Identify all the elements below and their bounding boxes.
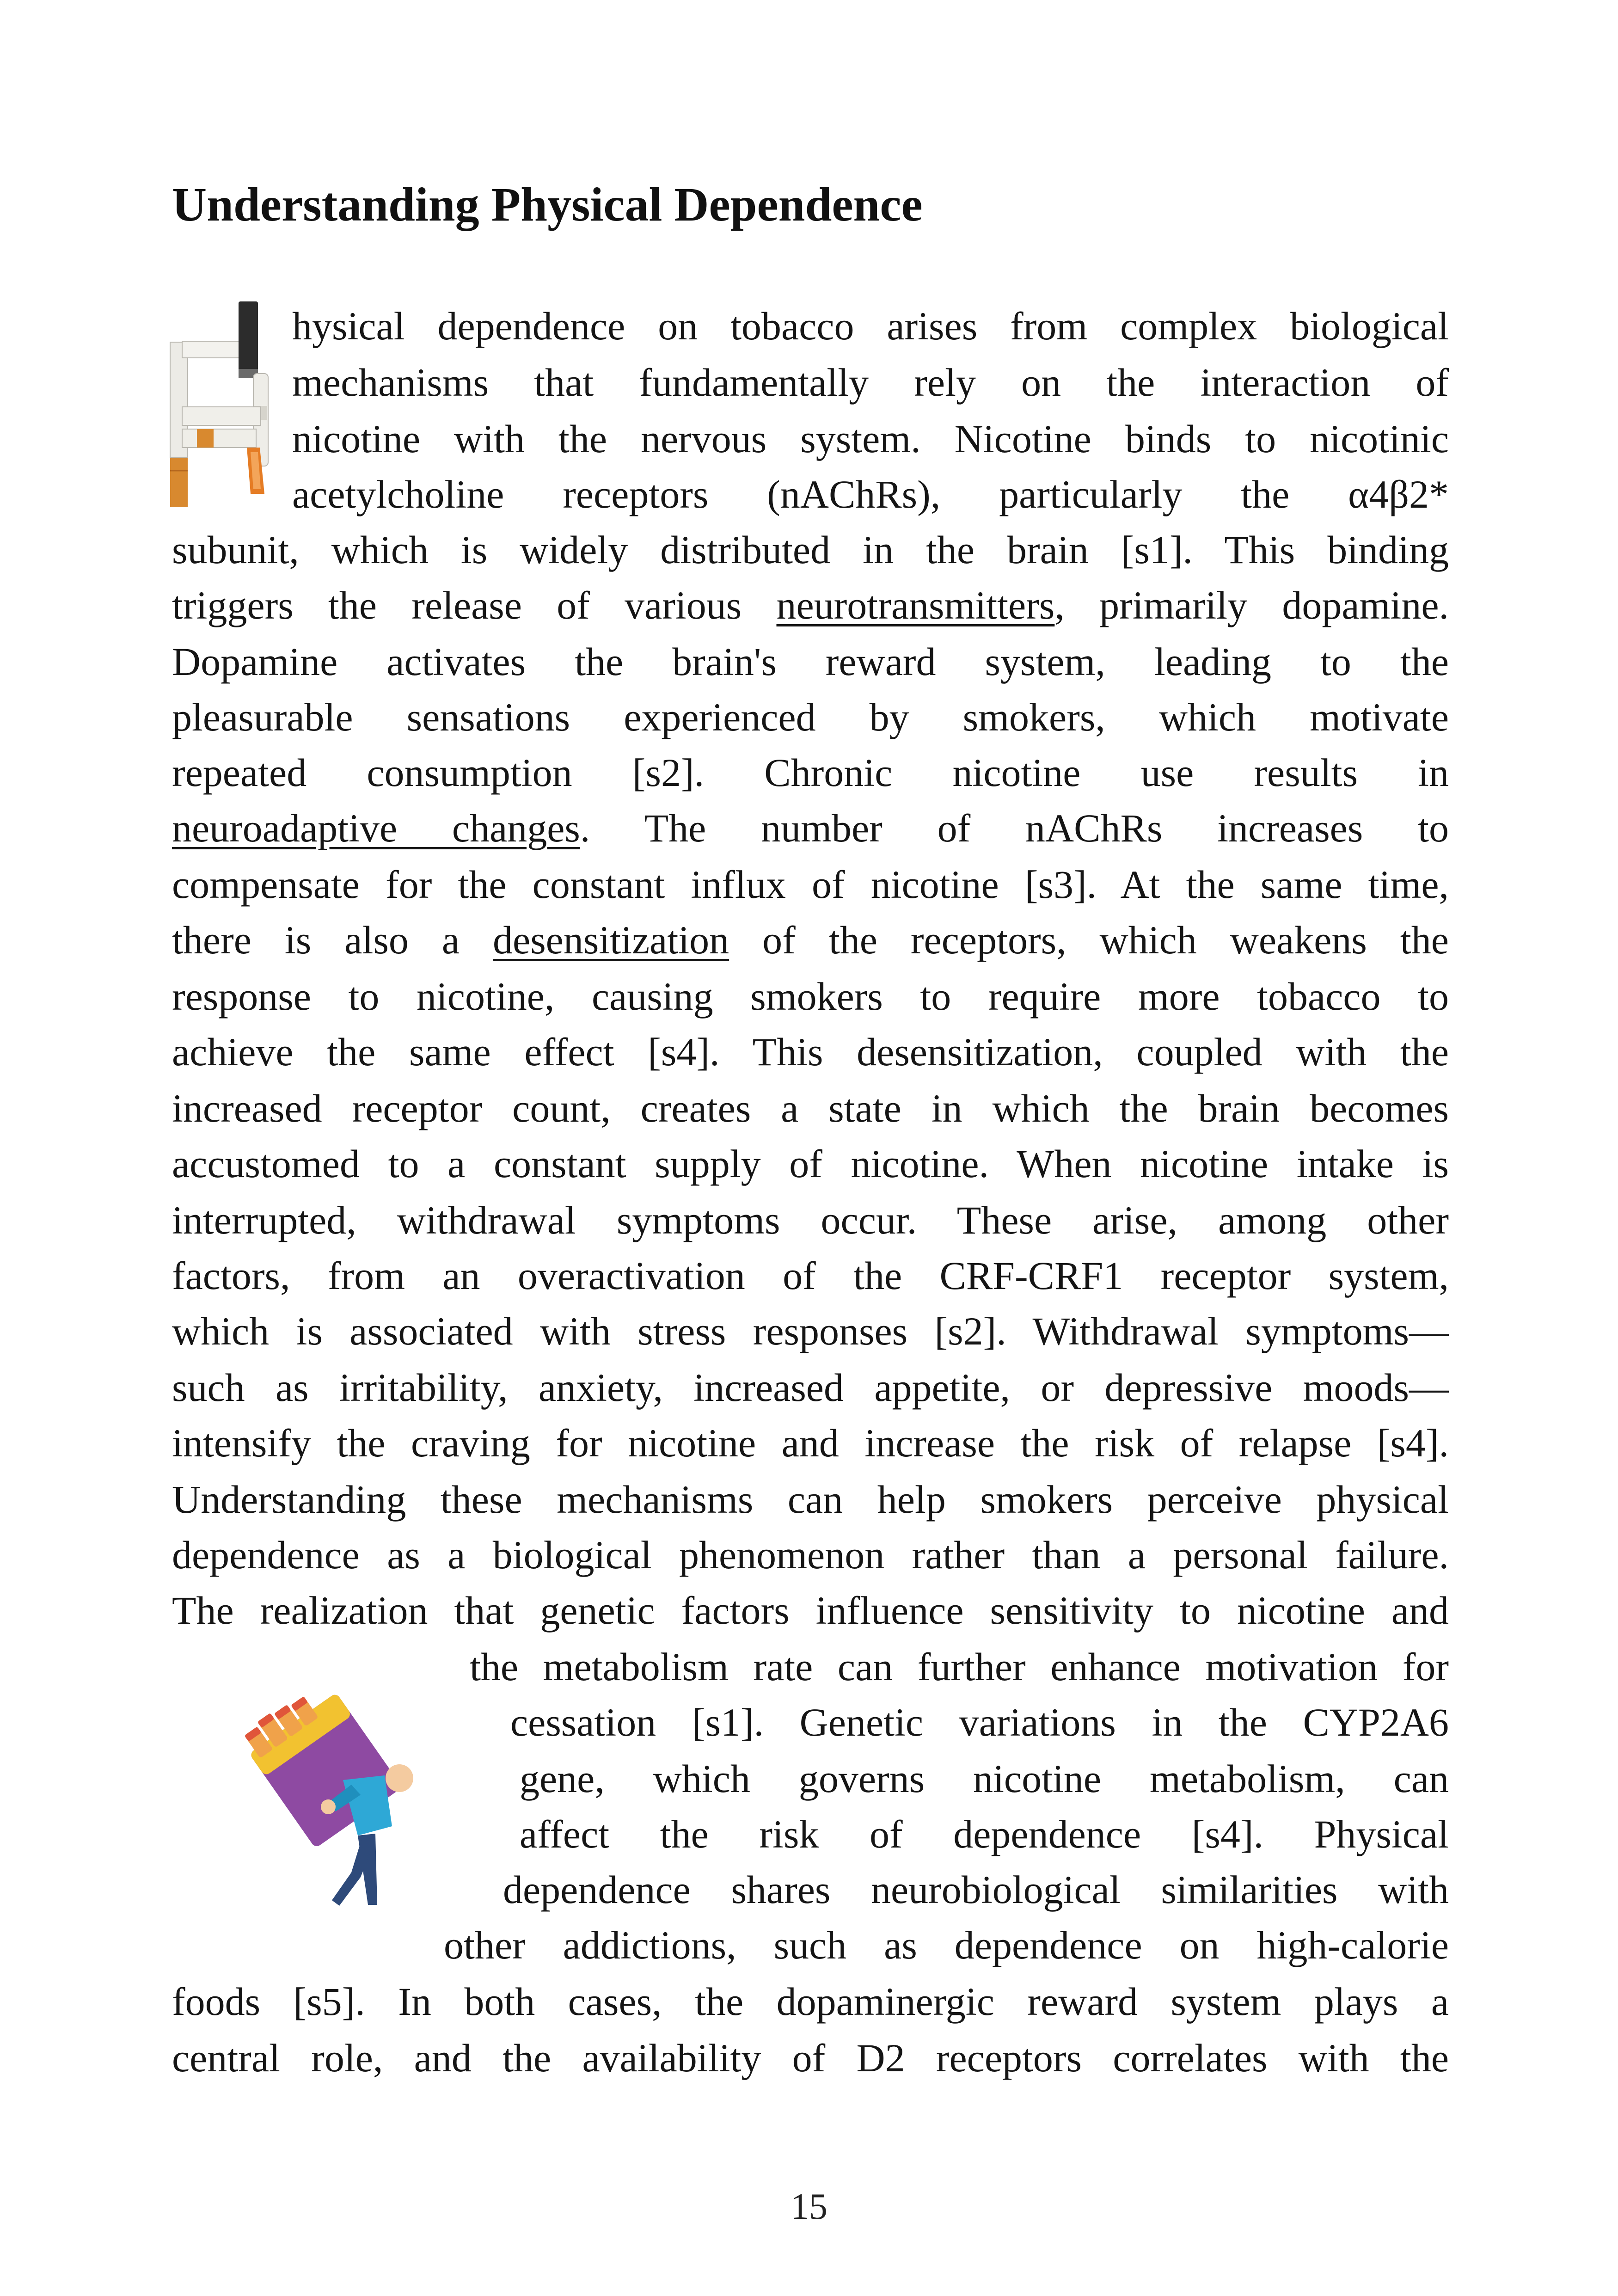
- body-line: achieve the same effect [s4]. This desensitization, coupled with the: [172, 1030, 1449, 1074]
- body-line: dependence as a biological phenomenon rather than a personal failure.: [172, 1533, 1449, 1577]
- body-line: [172, 912, 1449, 968]
- body-line: The realization that genetic factors influence sensitivity to nicotine and: [172, 1588, 1449, 1633]
- body-line: increased receptor count, creates a state in which the brain becomes: [172, 1086, 1449, 1130]
- body-line: factors, from an overactivation of the CRF-CRF1 receptor system,: [172, 1253, 1449, 1298]
- body-text-run: triggers the release of various: [172, 583, 777, 627]
- body-line: the metabolism rate can further enhance motivation for: [470, 1645, 1449, 1689]
- body-line: other addictions, such as dependence on high-calorie: [444, 1923, 1449, 1967]
- body-line: compensate for the constant influx of nicotine [s3]. At the same time,: [172, 862, 1449, 907]
- body-line: acetylcholine receptors (nAChRs), particularly the α4β2*: [292, 472, 1449, 516]
- body-text-run: , primarily dopamine.: [1054, 583, 1449, 627]
- body-text-run: . The number of nAChRs increases to: [580, 806, 1449, 850]
- term-neuroadaptive-changes: neuroadaptive changes: [172, 806, 580, 850]
- body-line: Dopamine activates the brain's reward system, leading to the: [172, 639, 1449, 684]
- body-line: repeated consumption [s2]. Chronic nicotine use results in: [172, 750, 1449, 795]
- body-line: foods [s5]. In both cases, the dopaminergic reward system plays a: [172, 1979, 1449, 2024]
- body-line: nicotine with the nervous system. Nicotine binds to nicotinic: [292, 417, 1449, 461]
- body-line: which is associated with stress responses [s2]. Withdrawal symptoms—: [172, 1309, 1449, 1353]
- body-line: such as irritability, anxiety, increased appetite, or depressive moods—: [172, 1365, 1449, 1410]
- term-desensitization: desensitization: [493, 918, 729, 962]
- body-line: intensify the craving for nicotine and increase the risk of relapse [s4].: [172, 1421, 1449, 1465]
- body-line: [172, 800, 1449, 856]
- person-carrying-cigarette-pack-icon: [237, 1688, 422, 1909]
- section-heading: Understanding Physical Dependence: [172, 178, 923, 231]
- cigarette-drop-cap-p-icon: [169, 300, 271, 509]
- body-line: central role, and the availability of D2 receptors correlates with the: [172, 2036, 1449, 2080]
- body-line: cessation [s1]. Genetic variations in the CYP2A6: [510, 1700, 1449, 1744]
- body-line: hysical dependence on tobacco arises from complex biological: [292, 304, 1449, 348]
- body-line: affect the risk of dependence [s4]. Physical: [520, 1812, 1449, 1856]
- page-number: 15: [791, 2186, 827, 2227]
- body-line: gene, which governs nicotine metabolism, can: [520, 1756, 1449, 1801]
- body-line: response to nicotine, causing smokers to require more tobacco to: [172, 974, 1449, 1019]
- body-line: Understanding these mechanisms can help smokers perceive physical: [172, 1477, 1449, 1522]
- body-text-run: there is also a: [172, 918, 493, 962]
- term-neurotransmitters: neurotransmitters: [776, 583, 1055, 627]
- body-line: pleasurable sensations experienced by smokers, which motivate: [172, 695, 1449, 739]
- body-text-run: of the receptors, which weakens the: [729, 918, 1449, 962]
- body-line: accustomed to a constant supply of nicotine. When nicotine intake is: [172, 1142, 1449, 1186]
- body-line: [172, 577, 1449, 633]
- body-line: subunit, which is widely distributed in the brain [s1]. This binding: [172, 528, 1449, 572]
- body-line: interrupted, withdrawal symptoms occur. These arise, among other: [172, 1198, 1449, 1242]
- body-line: dependence shares neurobiological similarities with: [503, 1867, 1449, 1912]
- body-line: mechanisms that fundamentally rely on the interaction of: [292, 360, 1449, 405]
